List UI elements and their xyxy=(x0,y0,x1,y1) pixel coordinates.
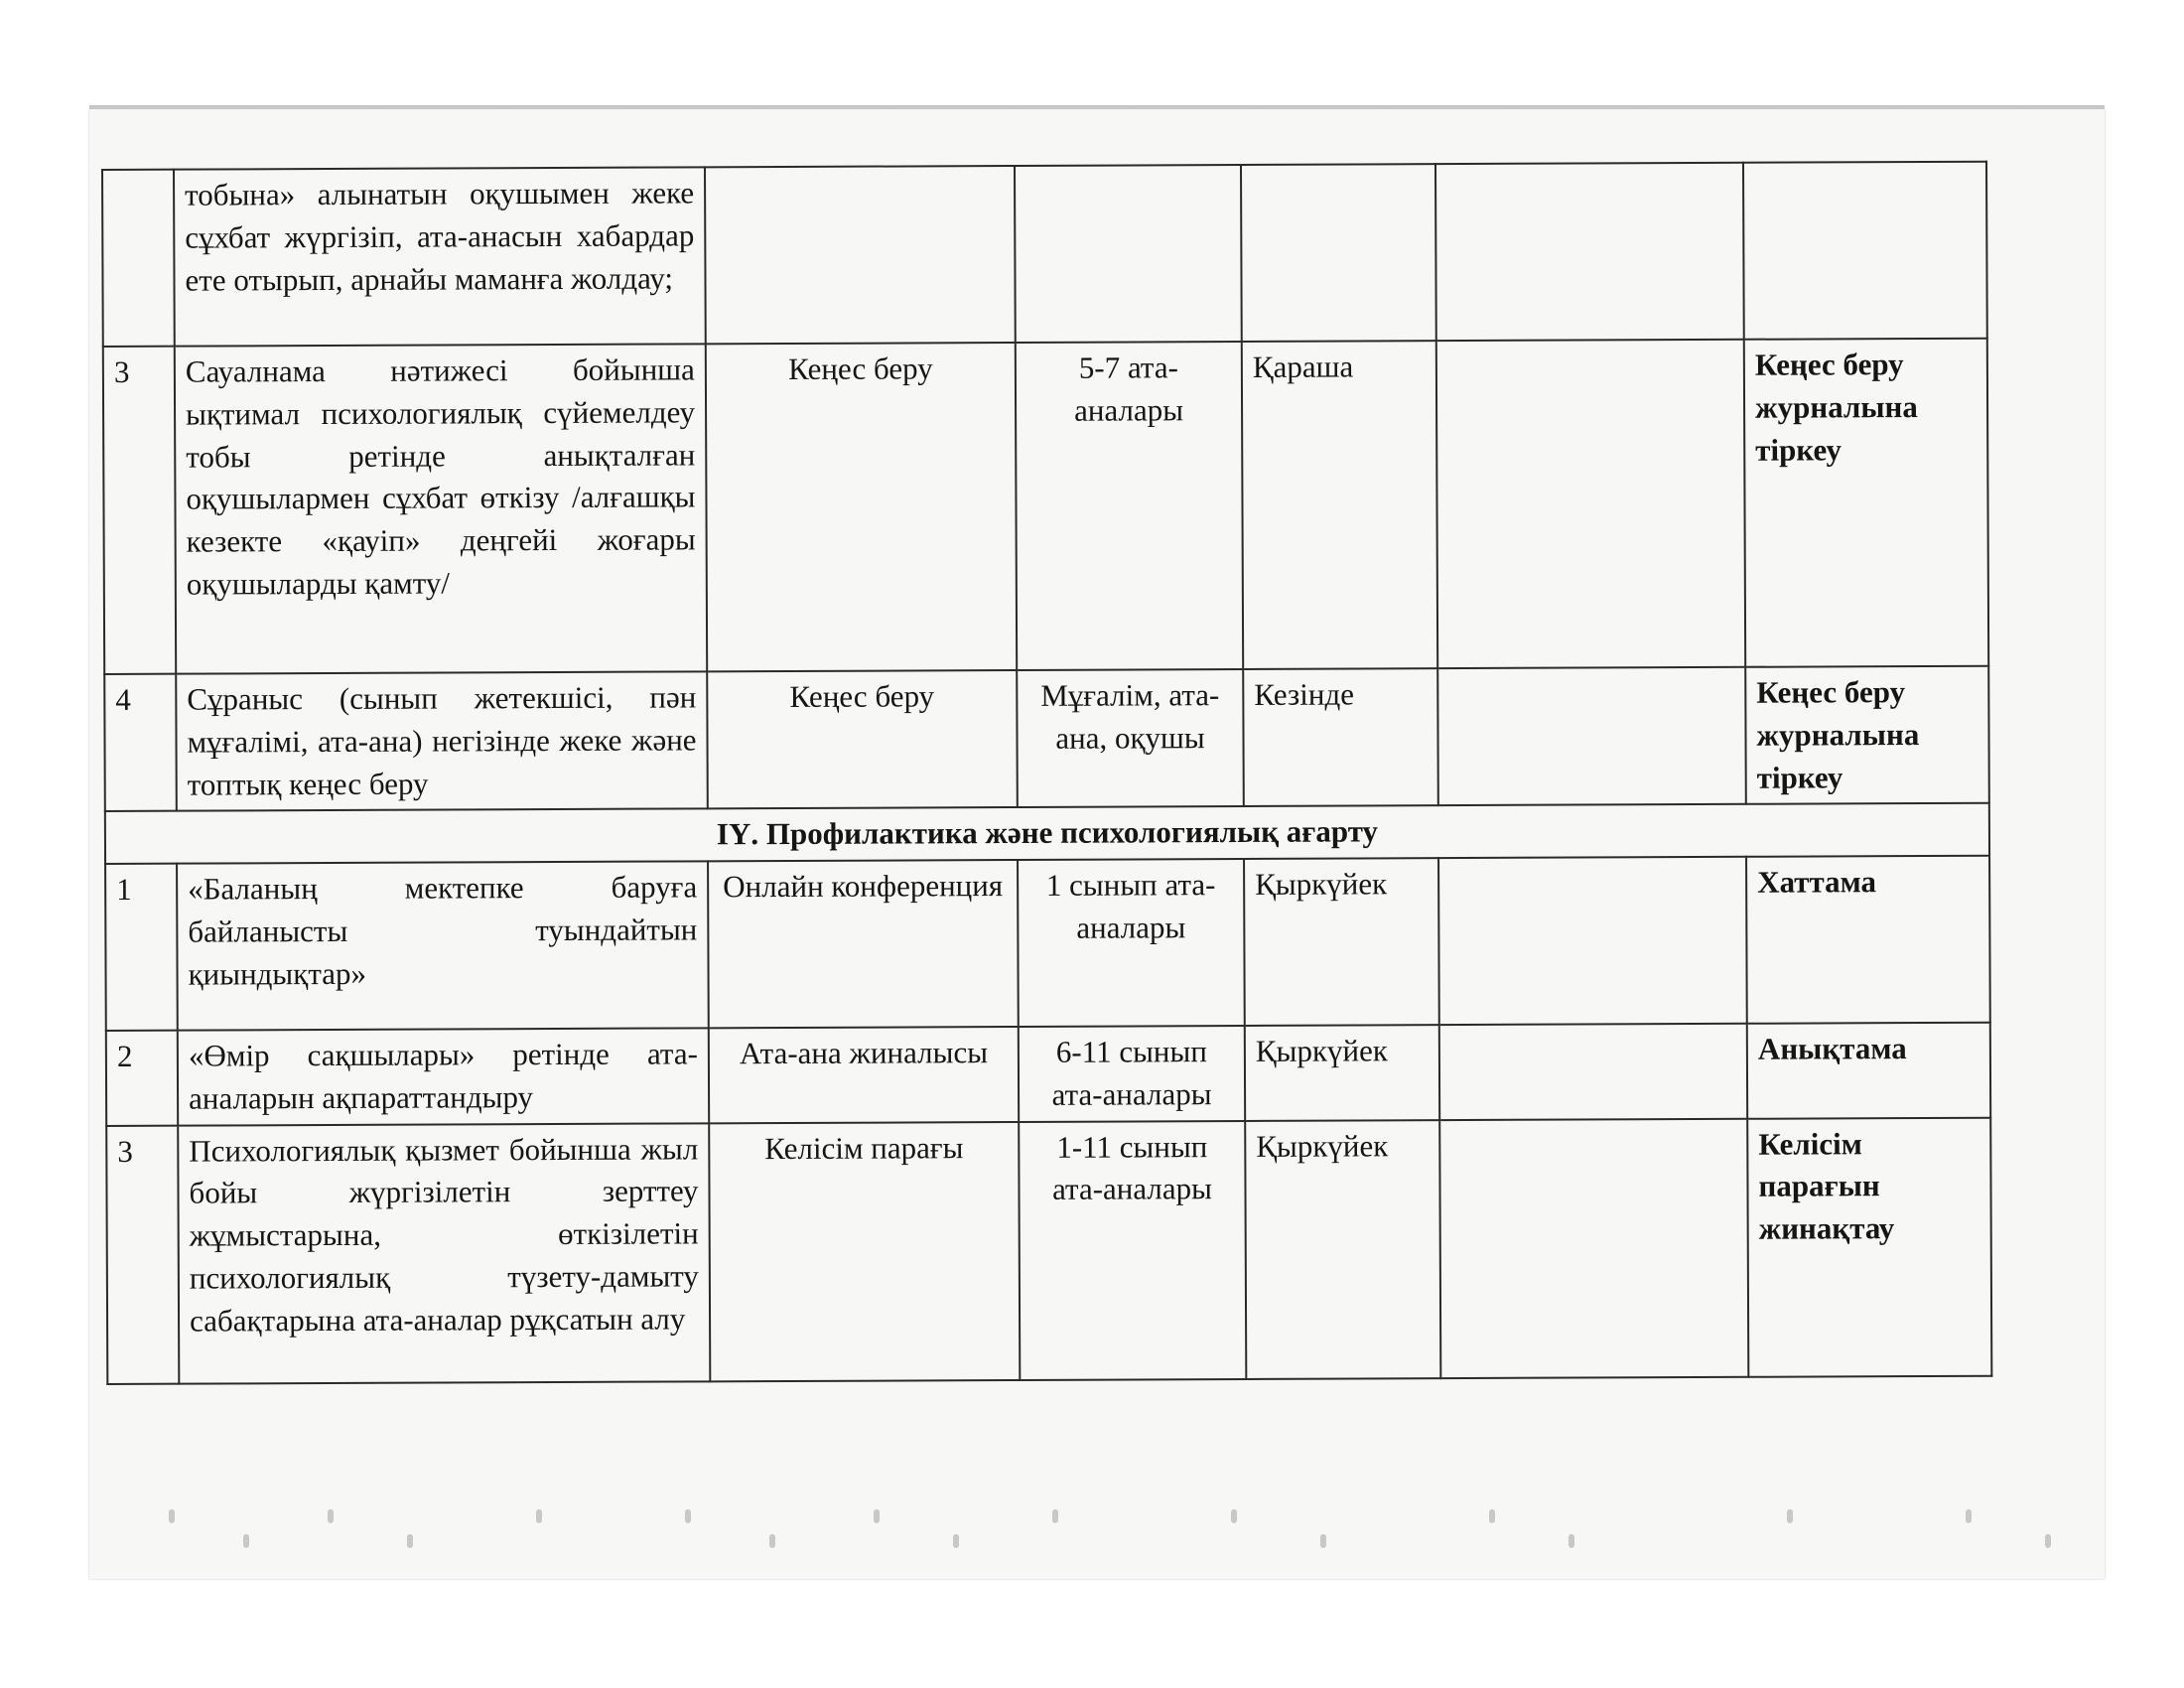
task-cell: «Өмір сақшылары» ретінде ата-аналарын ақпараттандыру xyxy=(178,1028,709,1125)
row-number: 4 xyxy=(104,674,177,812)
form-cell: Кеңес беру xyxy=(706,343,1017,671)
row-number: 3 xyxy=(103,347,176,674)
audience-cell: 5-7 ата-аналары xyxy=(1016,342,1243,670)
form-cell xyxy=(705,166,1016,344)
result-cell: Кеңес беру журналына тіркеу xyxy=(1745,666,1989,804)
row-number: 3 xyxy=(106,1125,179,1383)
time-cell: Кезінде xyxy=(1243,668,1438,806)
responsible-cell xyxy=(1435,163,1744,341)
time-cell: Қыркүйек xyxy=(1245,1025,1439,1120)
time-cell: Қыркүйек xyxy=(1244,858,1439,1026)
task-cell: тобына» алынатын оқушымен жеке сұхбат жүргізіп, ата-анасын хабардар ете отырып, арнайы маманға жолдау; xyxy=(174,167,706,346)
row-number: 1 xyxy=(105,864,178,1031)
table-row xyxy=(106,1023,1990,1126)
result-cell: Келісім парағын жинақтау xyxy=(1747,1117,1991,1376)
task-cell: Психологиялық қызмет бойынша жыл бойы жүргізілетін зерттеу жұмыстарына, өткізілетін психологиялық түзету-дамыту сабақтарына ата-аналар рұқсатын алу xyxy=(178,1123,710,1383)
table-row xyxy=(103,339,1988,674)
result-cell: Анықтама xyxy=(1747,1023,1990,1119)
table-row xyxy=(105,856,1990,1031)
row-number: 2 xyxy=(106,1031,178,1126)
result-cell: Хаттама xyxy=(1746,856,1990,1024)
plan-table xyxy=(101,161,1992,1385)
responsible-cell xyxy=(1439,1024,1747,1120)
audience-cell: Мұғалім, ата-ана, оқушы xyxy=(1017,669,1244,807)
task-cell: «Баланың мектепке баруға байланысты туындайтын қиындықтар» xyxy=(177,861,709,1030)
form-cell: Онлайн конференция xyxy=(708,860,1019,1028)
audience-cell: 1 сынып ата-аналары xyxy=(1018,859,1245,1027)
form-cell: Келісім парағы xyxy=(709,1122,1020,1381)
audience-cell: 6-11 сынып ата-аналары xyxy=(1019,1026,1245,1122)
responsible-cell xyxy=(1438,857,1747,1025)
form-cell: Кеңес беру xyxy=(707,670,1018,809)
result-cell: Кеңес беру журналына тіркеу xyxy=(1744,339,1988,667)
section-header-row xyxy=(105,803,1989,864)
task-cell: Сауалнама нәтижесі бойынша ықтимал психологиялық сүйемелдеу тобы ретінде анықталған оқушылармен сұхбат өткізу /алғашқы кезекте «қауіп» деңгейі жоғары оқушыларды қамту/ xyxy=(175,344,707,673)
table-row xyxy=(104,666,1989,812)
table-row xyxy=(102,162,1987,347)
section-title: ІҮ. Профилактика және психологиялық ағарту xyxy=(105,803,1989,864)
form-cell: Ата-ана жиналысы xyxy=(709,1027,1019,1123)
responsible-cell xyxy=(1439,1118,1748,1377)
time-cell: Қыркүйек xyxy=(1245,1120,1440,1379)
time-cell xyxy=(1241,164,1436,342)
row-number xyxy=(102,170,175,347)
audience-cell: 1-11 сынып ата-аналары xyxy=(1019,1121,1246,1380)
responsible-cell xyxy=(1436,340,1745,668)
audience-cell xyxy=(1015,165,1242,343)
responsible-cell xyxy=(1437,667,1746,806)
task-cell: Сұраныс (сынып жетекшісі, пән мұғалімі, ата-ана) негізінде жеке және топтық кеңес беру xyxy=(176,671,708,811)
time-cell: Қараша xyxy=(1242,341,1437,669)
table-row xyxy=(106,1117,1991,1383)
result-cell xyxy=(1743,162,1987,340)
